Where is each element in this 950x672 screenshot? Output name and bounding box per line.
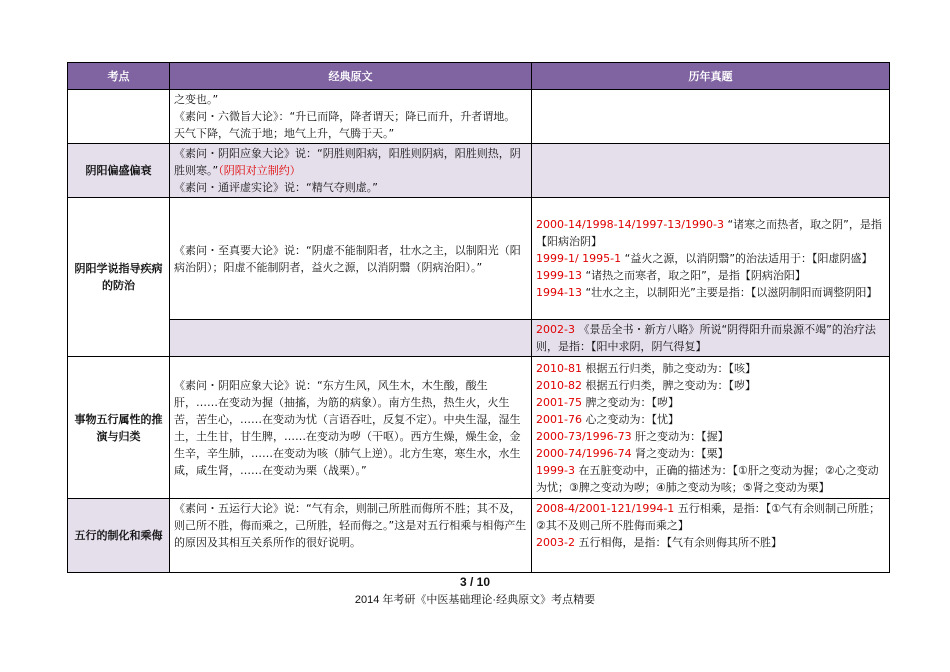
source-cell: 《素问・五运行大论》说：“气有余，则制己所胜而侮所不胜；其不及，则己所不胜，侮而乘之，己所胜，轻而侮之。”这是对五行相乘与相侮产生的原因及其相互关系所作的很好说明。 [170,499,532,573]
exam-entry [536,394,885,411]
source-line: 《素问・六微旨大论》：“升已而降，降者谓天；降已而升，升者谓地。 [174,110,516,123]
exam-text: 根据五行归类，脾之变动为：【哕】 [581,378,756,392]
exam-code: 2001-75 [536,395,582,409]
source-cell [170,320,532,357]
topic-cell: 五行的制化和乘侮 [68,499,170,573]
document-title: 2014 年考研《中医基础理论·经典原文》考点精要 [354,594,596,606]
exam-text: 脾之变动为：【哕】 [581,395,679,409]
exam-text: 《景岳全书・新方八略》所说“阴得阳升而泉源不竭”的治疗法则，是指：【阳中求阴，阴气得复】 [536,323,876,353]
exam-code: 2000-14/1998-14/1997-13/1990-3 [536,218,724,231]
exam-code: 1999-13 [536,269,582,282]
exam-cell [532,499,890,573]
source-line: 《素问・阴阳应象大论》说：“阴胜则阳病，阳胜则阴病，阳胜则热，阴 [174,147,521,160]
topic-cell: 事物五行属性的推演与归类 [68,357,170,499]
exam-text: “益火之源，以消阴翳”的治法适用于：【阳虚阴盛】 [621,252,873,265]
table-row [68,320,890,357]
exam-entry [536,534,885,551]
exam-code: 2000-74/1996-74 [536,446,632,460]
notes-table [67,62,890,573]
header-topic: 考点 [68,63,170,90]
exam-text: 根据五行归类，肺之变动为：【咳】 [581,361,756,375]
exam-entry [536,250,885,267]
principle-note: （阴阳对立制约） [218,164,301,177]
exam-code: 1999-3 [536,463,575,477]
source-line [174,162,527,179]
exam-text: 肝之变动为：【握】 [631,429,729,443]
topic-cell: 阴阳偏盛偏衰 [68,144,170,198]
source-line: 《素问・通评虚实论》说：“精气夺则虚。” [174,181,378,194]
page-number: 3 / 10 [459,575,491,589]
exam-text: 在五脏变动中，正确的描述为：【①肝之变动为握；②心之变动为忧；③脾之变动为哕；④肺之变动为咳；⑤肾之变动为栗】 [536,463,879,494]
exam-text: “诸寒之而热者，取之阴”，是指【阳病治阴】 [536,218,882,248]
exam-code: 2000-73/1996-73 [536,429,632,443]
exam-text: “壮水之主，以制阳光”主要是指：【以滋阴制阳而调整阴阳】 [581,286,878,299]
exam-text: 五行相侮，是指：【气有余则侮其所不胜】 [574,536,782,549]
exam-cell [532,320,890,357]
header-row [68,63,890,90]
exam-text: 心之变动为：【忧】 [581,412,679,426]
topic-cell: 阴阳学说指导疾病的防治 [68,198,170,357]
source-cell [170,90,532,144]
exam-text: 肾之变动为：【栗】 [631,446,729,460]
exam-cell [532,198,890,320]
header-exams: 历年真题 [532,63,890,90]
exam-entry [536,216,885,250]
exam-entry [536,377,885,394]
source-text: 胜则寒。” [174,164,219,177]
exam-code: 1994-13 [536,286,582,299]
source-cell: 《素问・阴阳应象大论》说：“东方生风，风生木，木生酸，酸生肝，……在变动为握（抽搐，为筋的病象）。南方生热，热生火，火生苦，苦生心，……在变动为忧（言语吞吐，反复不定）。中央生湿，湿生土，土生甘，甘生脾，……在变动为哕（干呕）。西方生燥，燥生金，金生辛，辛生肺，……在变动为咳（肺气上逆）。北方生寒，寒生水，水生咸，咸生肾，……在变动为栗（战栗）。” [170,357,532,499]
exam-entry [536,267,885,284]
exam-text: “诸热之而寒者，取之阳”，是指【阴病治阳】 [581,269,806,282]
exam-code: 2002-3 [536,323,575,336]
table-row [68,198,890,320]
exam-code: 1999-1/ 1995-1 [536,252,622,265]
exam-cell [532,144,890,198]
source-line: 之变也。” [174,93,219,106]
exam-code: 2010-81 [536,361,582,375]
source-cell [170,144,532,198]
exam-entry [536,445,885,462]
exam-text: 五行相乘，是指：【①气有余则制己所胜；②其不及则己所不胜侮而乘之】 [536,502,881,532]
exam-code: 2010-82 [536,378,582,392]
exam-code: 2001-76 [536,412,582,426]
exam-entry [536,428,885,445]
topic-cell [68,90,170,144]
exam-cell [532,90,890,144]
exam-entry [536,462,885,496]
exam-code: 2008-4/2001-121/1994-1 [536,502,675,515]
table-row [68,357,890,499]
table-row [68,144,890,198]
header-source: 经典原文 [170,63,532,90]
source-cell: 《素问・至真要大论》说：“阴虚不能制阳者，壮水之主，以制阳光（阳病治阴）；阳虚不能制阴者，益火之源，以消阴翳（阴病治阳）。” [170,198,532,320]
exam-entry [536,411,885,428]
source-line: 天气下降，气流于地；地气上升，气腾于天。” [174,127,395,140]
table-row [68,90,890,144]
exam-entry [536,500,885,534]
exam-entry [536,284,885,301]
exam-cell [532,357,890,499]
exam-entry [536,360,885,377]
table-row [68,499,890,573]
exam-code: 2003-2 [536,536,575,549]
